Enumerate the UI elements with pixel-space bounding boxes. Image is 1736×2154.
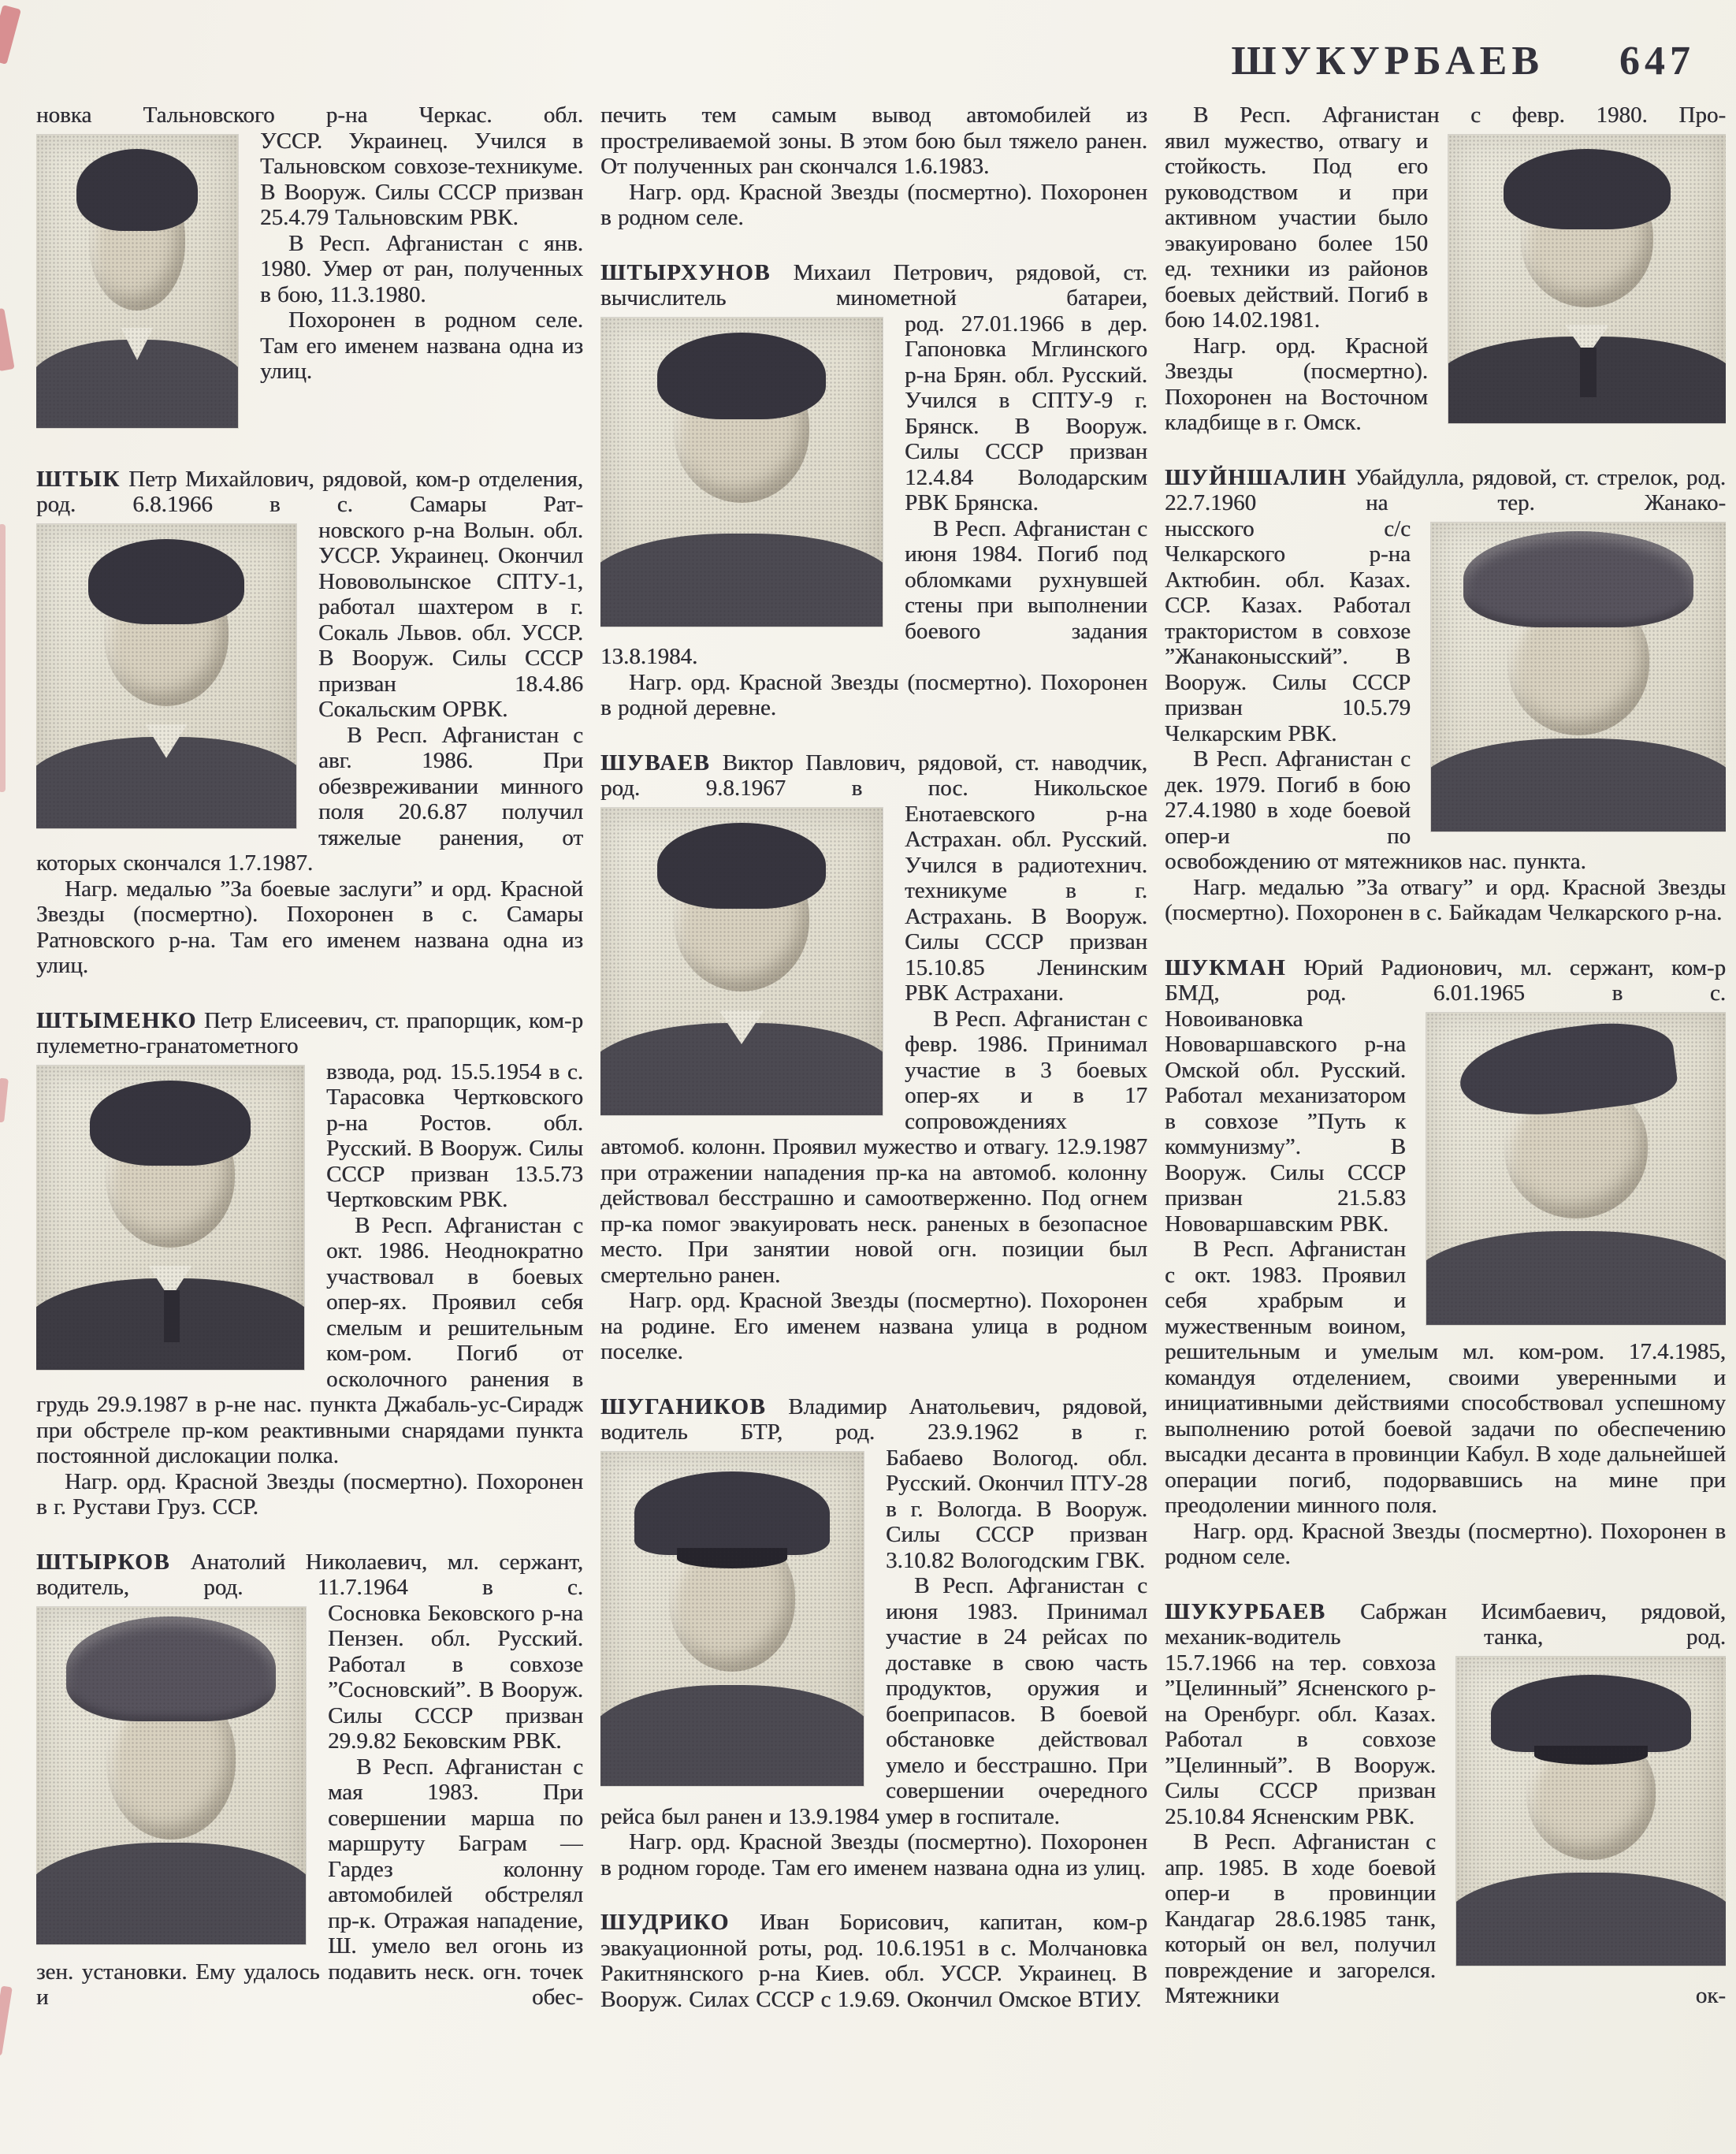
entry-surname: ШУГАНИКОВ	[600, 1393, 767, 1419]
entry-continuation-shudriko	[1165, 102, 1726, 436]
photo-shape	[66, 1616, 277, 1721]
entry-lead-text	[1165, 955, 1726, 1006]
scan-artifact	[0, 1078, 9, 1123]
portrait-photo	[36, 1066, 304, 1370]
entry-shukurbaev	[1165, 1599, 1726, 2009]
scan-artifact	[0, 308, 15, 371]
entry-lead-rest: Петр Елисеевич, ст. прапорщик, ком-р пулеметно-гранатометного	[36, 1007, 583, 1058]
entry-body-text: Енотаевского р-на Астрахан. обл. Русский. Учился в радиотехнич. техникуме в г. Астрахань. В Вооруж. Силы СССР призван 15.10.85 Ленинским РВК Астрахани. В Респ. Афганистан с февр. 1986. Принимал участие в 3 боевых опер-ях и в 17 сопровождениях автомоб. колонн. Проявил мужество и отвагу. 12.9.1987 при отражении нападения пр-ка на автомоб. колонну действовал бесстрашно и самоотверженно. Под огнем пр-ка помог эвакуировать неск. раненых в безопасное место. При занятии новой огн. позиции был смертельно ранен. Нагр. орд. Красной Звезды (посмертно). Похоронен на родине. Его именем названа улица в родном поселке.	[600, 801, 1147, 1364]
entry-lead-rest: Сабржан Исимбаевич, рядовой, механик-водитель танка, род.	[1165, 1598, 1726, 1650]
portrait-photo	[1448, 135, 1726, 423]
entry-body-text: Сосновка Бековского р-на Пензен. обл. Русский. Работал в совхозе ”Сосновский”. В Вооруж. Силы СССР призван 29.9.82 Бековским РВК. В Респ. Афганистан с мая 1983. При совершении марша по маршруту Баграм — Гардез колонну автомобилей обстрелял пр-к. Отражая нападение, Ш. умело вел огонь из зен. установки. Ему удалось подавить неск. огн. точек и обес-	[36, 1600, 583, 2010]
entry-lead-text	[36, 467, 583, 518]
photo-shape	[657, 823, 827, 909]
entry-surname: ШТЫРХУНОВ	[600, 259, 771, 285]
photo-shape	[106, 1684, 236, 1840]
portrait-photo	[600, 808, 883, 1115]
photo-shape	[669, 1531, 795, 1672]
photo-shape	[1526, 1731, 1656, 1861]
portrait-photo	[1426, 1013, 1726, 1325]
entry-shuinshalin	[1165, 465, 1726, 926]
entry-shukman	[1165, 955, 1726, 1570]
entry-body-text: явил мужество, отвагу и стойкость. Под его руководством и при активном участии было эвакуировано более 150 ед. техники из районов боевых действий. Погиб в бою 14.02.1981. Нагр. орд. Красной Звезды (посмертно). Похоронен на Восточном кладбище в г. Омск.	[1165, 128, 1428, 435]
entry-lead-rest: Иван Борисович, капитан, ком-р эвакуационной роты, род. 10.6.1951 в с. Молчановка Ракитнянского р-на Киев. обл. УССР. Украинец. В Вооруж. Силах СССР с 1.9.69. Окончил Омское ВТИУ.	[600, 1910, 1147, 2012]
photo-shape	[677, 1548, 787, 1568]
page-header	[1232, 38, 1695, 84]
entry-body-text: Новоивановка Нововаршавского р-на Омской обл. Русский. Работал механизатором в совхозе ”Путь к коммунизму”. В Вооруж. Силы СССР призван 21.5.83 Нововаршавским РВК. В Респ. Афганистан с окт. 1983. Проявил себя храбрым и мужественным воином, решительным и умелым мл. ком-ром. 17.4.1985, командуя отделением, своими уверенными и инициативными действиями способствовал успешному выполнению ротой боевой задачи по обеспечению высадки десанта в провинции Кабул. В ходе дальнейшей операции погиб, подорвавшись на мине при преодолении минного поля. Нагр. орд. Красной Звезды (посмертно). Похоронен в родном селе.	[1165, 1006, 1726, 1569]
photo-shape	[36, 1843, 306, 1944]
photo-shape	[719, 1010, 764, 1044]
portrait-photo	[36, 524, 296, 828]
photo-shape	[1580, 348, 1597, 396]
photo-shape	[1431, 738, 1726, 831]
entry-lead-text	[1165, 465, 1726, 516]
photo-shape	[1491, 1675, 1690, 1752]
entry-lead-rest: Владимир Анатольевич, рядовой, водитель БТР, род. 23.9.1962 в г.	[600, 1393, 1147, 1445]
column-1	[36, 102, 583, 2152]
entry-body-text: УССР. Украинец. Учился в Тальновском совхозе-техникуме. В Вооруж. Силы СССР призван 25.4.79 Тальновским РВК. В Респ. Афганистан с янв. 1980. Умер от ран, полученных в бою, 11.3.1980. Похоронен в родном селе. Там его именем названа одна из улиц.	[260, 128, 583, 384]
entry-surname: ШУКУРБАЕВ	[1165, 1598, 1326, 1624]
photo-shape	[164, 1290, 180, 1342]
photo-shape	[1507, 593, 1649, 735]
photo-shape	[1448, 337, 1726, 423]
entry-lead-rest: Виктор Павлович, рядовой, ст. наводчик, род. 9.8.1967 в пос. Никольское	[600, 750, 1147, 801]
photo-shape	[76, 149, 198, 231]
entry-shuganikov	[600, 1394, 1147, 1881]
entry-lead-text: В Респ. Афганистан с февр. 1980. Про-	[1193, 102, 1726, 128]
entry-lead-text	[600, 750, 1147, 802]
photo-shape	[1565, 325, 1609, 356]
photo-shape	[36, 737, 296, 828]
entry-lead-text	[600, 1394, 1147, 1445]
photo-shape	[657, 333, 827, 419]
photo-shape	[149, 1266, 191, 1299]
entry-shtyk	[36, 467, 583, 979]
entry-body-text: Бабаево Вологод. обл. Русский. Окончил ПТУ-28 в г. Вологда. В Вооруж. Силы СССР призван 3.10.82 Вологодским ГВК. В Респ. Афганистан с июня 1983. Принимал участие в 24 рейсах по доставке в свою часть продуктов, оружия и боеприпасов. В боевой обстановке действовал умело и бесстрашно. При совершении очередного рейса был ранен и 13.9.1984 умер в госпитале. Нагр. орд. Красной Звезды (посмертно). Похоронен в родном городе. Там его именем названа одна из улиц.	[600, 1445, 1147, 1881]
entry-continuation-shtyrkov	[600, 102, 1147, 231]
entry-lead-text	[36, 1549, 583, 1601]
photo-shape	[1521, 175, 1654, 307]
entry-lead-text	[600, 260, 1147, 311]
photo-shape	[1504, 1081, 1648, 1218]
entry-shtyrkov	[36, 1549, 583, 2011]
entry-continuation-shtofa	[36, 102, 583, 437]
photo-shape	[1504, 149, 1670, 229]
portrait-photo	[600, 318, 883, 627]
photo-shape	[90, 1081, 251, 1166]
entry-body-text: взвода, род. 15.5.1954 в с. Тарасовка Чертковского р-на Ростов. обл. Русский. В Вооруж. Силы СССР призван 13.5.73 Чертковским РВК. В Респ. Афганистан с окт. 1986. Неоднократно участвовал в боевых опер-ях. Проявил себя смелым и решительным ком-ром. Погиб от осколочного ранения в грудь 29.9.1987 в р-не нас. пункта Джабаль-ус-Сирадж при обстреле пр-ком реактивными снарядами пункта постоянной дислокации полка. Нагр. орд. Красной Звезды (посмертно). Похоронен в г. Рустави Груз. ССР.	[36, 1058, 583, 1520]
photo-shape	[1455, 1015, 1679, 1125]
photo-shape	[1534, 1746, 1648, 1765]
scan-artifact	[0, 524, 6, 792]
column-2	[600, 102, 1147, 2152]
entry-lead-text: новка Тальновского р-на Черкас. обл.	[36, 102, 583, 128]
entry-surname: ШТЫМЕНКО	[36, 1007, 197, 1033]
photo-shape	[36, 1278, 304, 1370]
entry-shtymenko	[36, 1008, 583, 1520]
entry-surname: ШТЫК	[36, 466, 121, 492]
photo-shape	[600, 1685, 864, 1785]
page-number: 647	[1619, 39, 1695, 84]
entry-surname: ШУЙНШАЛИН	[1165, 464, 1348, 490]
entry-body-text: печить тем самым вывод автомобилей из простреливаемой зоны. В этом бою был тяжело ранен. От полученных ран скончался 1.6.1983. Нагр. орд. Красной Звезды (посмертно). Похоронен в родном селе.	[600, 102, 1147, 230]
entry-lead-rest: Михаил Петрович, рядовой, ст. вычислитель минометной батареи,	[600, 259, 1147, 311]
photo-shape	[1426, 1231, 1726, 1325]
entry-lead-text	[36, 1008, 583, 1059]
entry-lead-rest: Петр Михайлович, рядовой, ком-р отделения, род. 6.8.1966 в с. Самары Рат-	[36, 466, 583, 517]
entry-lead-rest: Убайдулла, рядовой, ст. стрелок, род. 22.7.1960 на тер. Жанако-	[1165, 464, 1726, 515]
entry-body-text: нысского с/с Челкарского р-на Актюбин. обл. Казах. ССР. Казах. Работал трактористом в совхозе ”Жанаконысский”. В Вооруж. Силы СССР призван 10.5.79 Челкарским РВК. В Респ. Афганистан с дек. 1979. Погиб в бою 27.4.1980 в ходе боевой опер-и по освобождению от мятежников нас. пункта. Нагр. медалью ”За отвагу” и орд. Красной Звезды (посмертно). Похоронен в с. Байкадам Челкарского р-на.	[1165, 515, 1726, 925]
entry-shtyrkhunov	[600, 260, 1147, 721]
photo-shape	[674, 850, 809, 991]
portrait-photo	[36, 1607, 306, 1944]
running-head-title: ШУКУРБАЕВ	[1231, 39, 1544, 84]
photo-shape	[600, 1023, 883, 1115]
photo-shape	[121, 328, 154, 360]
photo-shape	[106, 1108, 234, 1248]
photo-shape	[634, 1471, 829, 1555]
photo-shape	[89, 176, 186, 311]
photo-shape	[1456, 1873, 1726, 1966]
scan-artifact	[0, 1985, 13, 2055]
photo-shape	[104, 567, 229, 707]
portrait-photo	[36, 135, 238, 428]
portrait-photo	[600, 1452, 864, 1786]
entry-surname: ШУВАЕВ	[600, 750, 711, 776]
photo-shape	[674, 360, 809, 502]
photo-shape	[88, 539, 244, 624]
portrait-photo	[1456, 1657, 1726, 1966]
entry-surname: ШУДРИКО	[600, 1910, 730, 1935]
entry-surname: ШУКМАН	[1165, 954, 1287, 980]
entry-body-text: новского р-на Волын. обл. УССР. Украинец. Окончил Нововолынское СПТУ-1, работал шахтером в г. Сокаль Львов. обл. УССР. В Вооруж. Силы СССР призван 18.4.86 Сокальским ОРВК. В Респ. Афганистан с авг. 1986. При обезвреживании минного поля 20.6.87 получил тяжелые ранения, от которых скончался 1.7.1987. Нагр. медалью ”За боевые заслуги” и орд. Красной Звезды (посмертно). Похоронен в с. Самары Ратновского р-на. Там его именем названа одна из улиц.	[36, 517, 583, 978]
entry-lead-text	[1165, 1599, 1726, 1650]
entry-body-text: род. 27.01.1966 в дер. Гапоновка Мглинского р-на Брян. обл. Русский. Учился в СПТУ-9 г. Брянск. В Вооруж. Силы СССР призван 12.4.84 Володарским РВК Брянска. В Респ. Афганистан с июня 1984. Погиб под обломками рухнувшей стены при выполнении боевого задания 13.8.1984. Нагр. орд. Красной Звезды (посмертно). Похоронен в родной деревне.	[600, 311, 1147, 720]
entry-lead-rest: Юрий Радионович, мл. сержант, ком-р БМД, род. 6.01.1965 в с.	[1165, 954, 1726, 1006]
entry-shudriko	[600, 1910, 1147, 2012]
entry-surname: ШТЫРКОВ	[36, 1549, 171, 1575]
portrait-photo	[1431, 523, 1726, 831]
photo-shape	[600, 534, 883, 627]
entry-shuvaev	[600, 750, 1147, 1365]
entry-body-text: 15.7.1966 на тер. совхоза ”Целинный” Ясненского р-на Оренбург. обл. Казах. Работал в совхозе ”Целинный”. В Вооруж. Силы СССР призван 25.10.84 Ясненским РВК. В Респ. Афганистан с апр. 1985. В ходе боевой опер-и в провинции Кандагар 28.6.1985 танк, который он вел, получил повреждение и загорелся. Мятежники ок-	[1165, 1650, 1726, 2008]
photo-shape	[146, 724, 188, 757]
entry-lead-text	[600, 1910, 1147, 2012]
entry-lead-rest: Анатолий Николаевич, мл. сержант, водитель, род. 11.7.1964 в с.	[36, 1549, 583, 1600]
photo-shape	[36, 340, 238, 428]
column-3	[1165, 102, 1726, 2152]
photo-shape	[1463, 531, 1693, 627]
scan-artifact	[0, 5, 21, 65]
